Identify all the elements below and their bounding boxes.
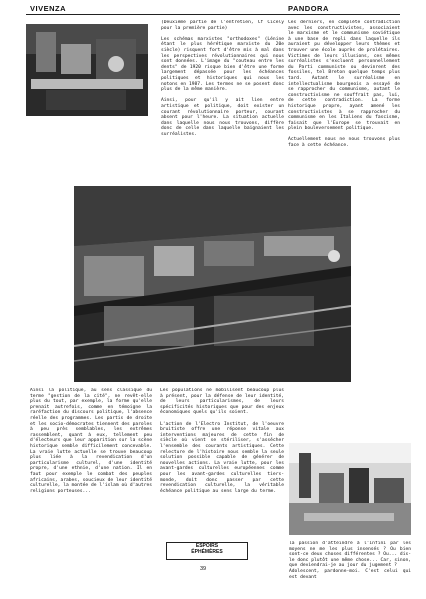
column-bottom-right: la passion d'atteindre à l'infini par les moyens ne me les plus insensés ? Ou bien sont-ce deux choses différentes ? Ou... dis-le donc plutôt une même chose... Car, sinon, que deviendrai-je au jour du jugement ? Adolescent, pardonne-moi. C'est celui qui est devant bbox=[289, 541, 411, 580]
column-bottom-left: Ainsi la politique, au sens classique du terme "gestion de la cité", ne revêt-elle plus du tout, par exemple, la forme qu'elle prenait autrefois, comme en témoigne la raréfaction du discours politique, l'absence réelle des programmes. Les partis de droite et les socio-démocrates tiennent des paroles à peu près semblables, les extrêmes rassemblent, quant à eux, tellement peu d'électeurs que leur apparition sur la scène historique semble difficilement concevable. La vraie lutte actuelle se trouve beaucoup plus liée à la revendication d'un particularisme culturel, d'une identité propre, d'une ethnie, d'une nation. Il en faut pour exemple le combat des peuples africains, arabes, soucieux de leur identité culturelle, la montée de l'islam où d'autres religions porteuses... bbox=[30, 388, 152, 494]
header-left-title: VIVENZA bbox=[30, 4, 67, 13]
column-bottom-middle: Les populations ne mobilisent beaucoup plus à présent, pour la défense de leur identité, de leurs particularismes, de leurs spécificités historiques que pour des enjeux économiques quels qu'ils soient. L'action de l'Electro Institut, de l'oeuvre bruitiste offre une réponse vitale aux interventions majeures de cette fin de siècle où vient se stériliser, s'assécher l'ensemble des courants artistiques. Cette relecture de l'histoire nous semble la seule solution possible capable de générer de nouvelles actions. La vraie lutte, pour les avant-gardes culturelles européennes comme pour les avant-gardes culturelles tiers-monde, doit donc passer par cette revendication culturelle, la véritable échéance politique au sens large du terme. bbox=[160, 388, 284, 494]
page-number: 39 bbox=[200, 566, 207, 572]
logo-line-2: ÉPHÉMÈRES bbox=[191, 549, 223, 555]
factory-interior-photo bbox=[26, 24, 148, 116]
column-top-middle: (Deuxième partie de l'entretien, Cf Cicely pour la première partie) Les schémas marxistes "orthodoxes" (Lénine étant le plus hérétique marxiste du 20e siècle) risquent fort d'être mis à mal dans les perspectives révolutionnaires qui nous sont données. L'image du "couteau entre les dents" de 1920 risque bien d'être une forme largement dépassée pour les échéances politiques et historiques qui nous les notons en 1987. Les termes ne se posent donc plus de la même manière. Ainsi, pour qu'il y ait lien entre artistique et politique, doit exister un courant révolutionnaire porteur, courant absent pour l'heure. La situation actuelle dans laquelle nous nous trouvons, diffère donc de celle dans laquelle baignaient les surréalistes. bbox=[161, 20, 284, 137]
header-right-title: PANDORA bbox=[288, 4, 329, 13]
header-rule bbox=[26, 14, 400, 15]
industrial-plant-photo bbox=[289, 443, 411, 535]
steelworks-hall-photo bbox=[74, 186, 351, 382]
logo-line-1: ESPOIRS bbox=[195, 543, 219, 549]
column-top-right: Ces derniers, en complète contradiction avec les constructivistes, associaient le marxisme et le communisme soviétique à une base de repli dans laquelle ils auraient pu développer leurs thèmes et trouver une école auprès de prolétaires. Victimes de leurs illusions, ces mêmes surréalistes s'excluent personnellement du Parti communiste ou devinrent des fossiles, tel Breton quelque temps plus tard. Autant le surréalisme en intellectualisme bourgeois a essayé de se rapprocher du communisme, autant le constructivisme ne souffrait pas, lui, de cette contradiction. La forme historique propre, ayant amené les constructivistes à se rapprocher du communisme en les Italiens du fascisme, faisait que l'Europe se trouvait en plein bouleversement politique. Actuellement nous ne nous trouvons plus face à cette échéance. bbox=[288, 20, 400, 149]
magazine-logo bbox=[166, 542, 248, 560]
